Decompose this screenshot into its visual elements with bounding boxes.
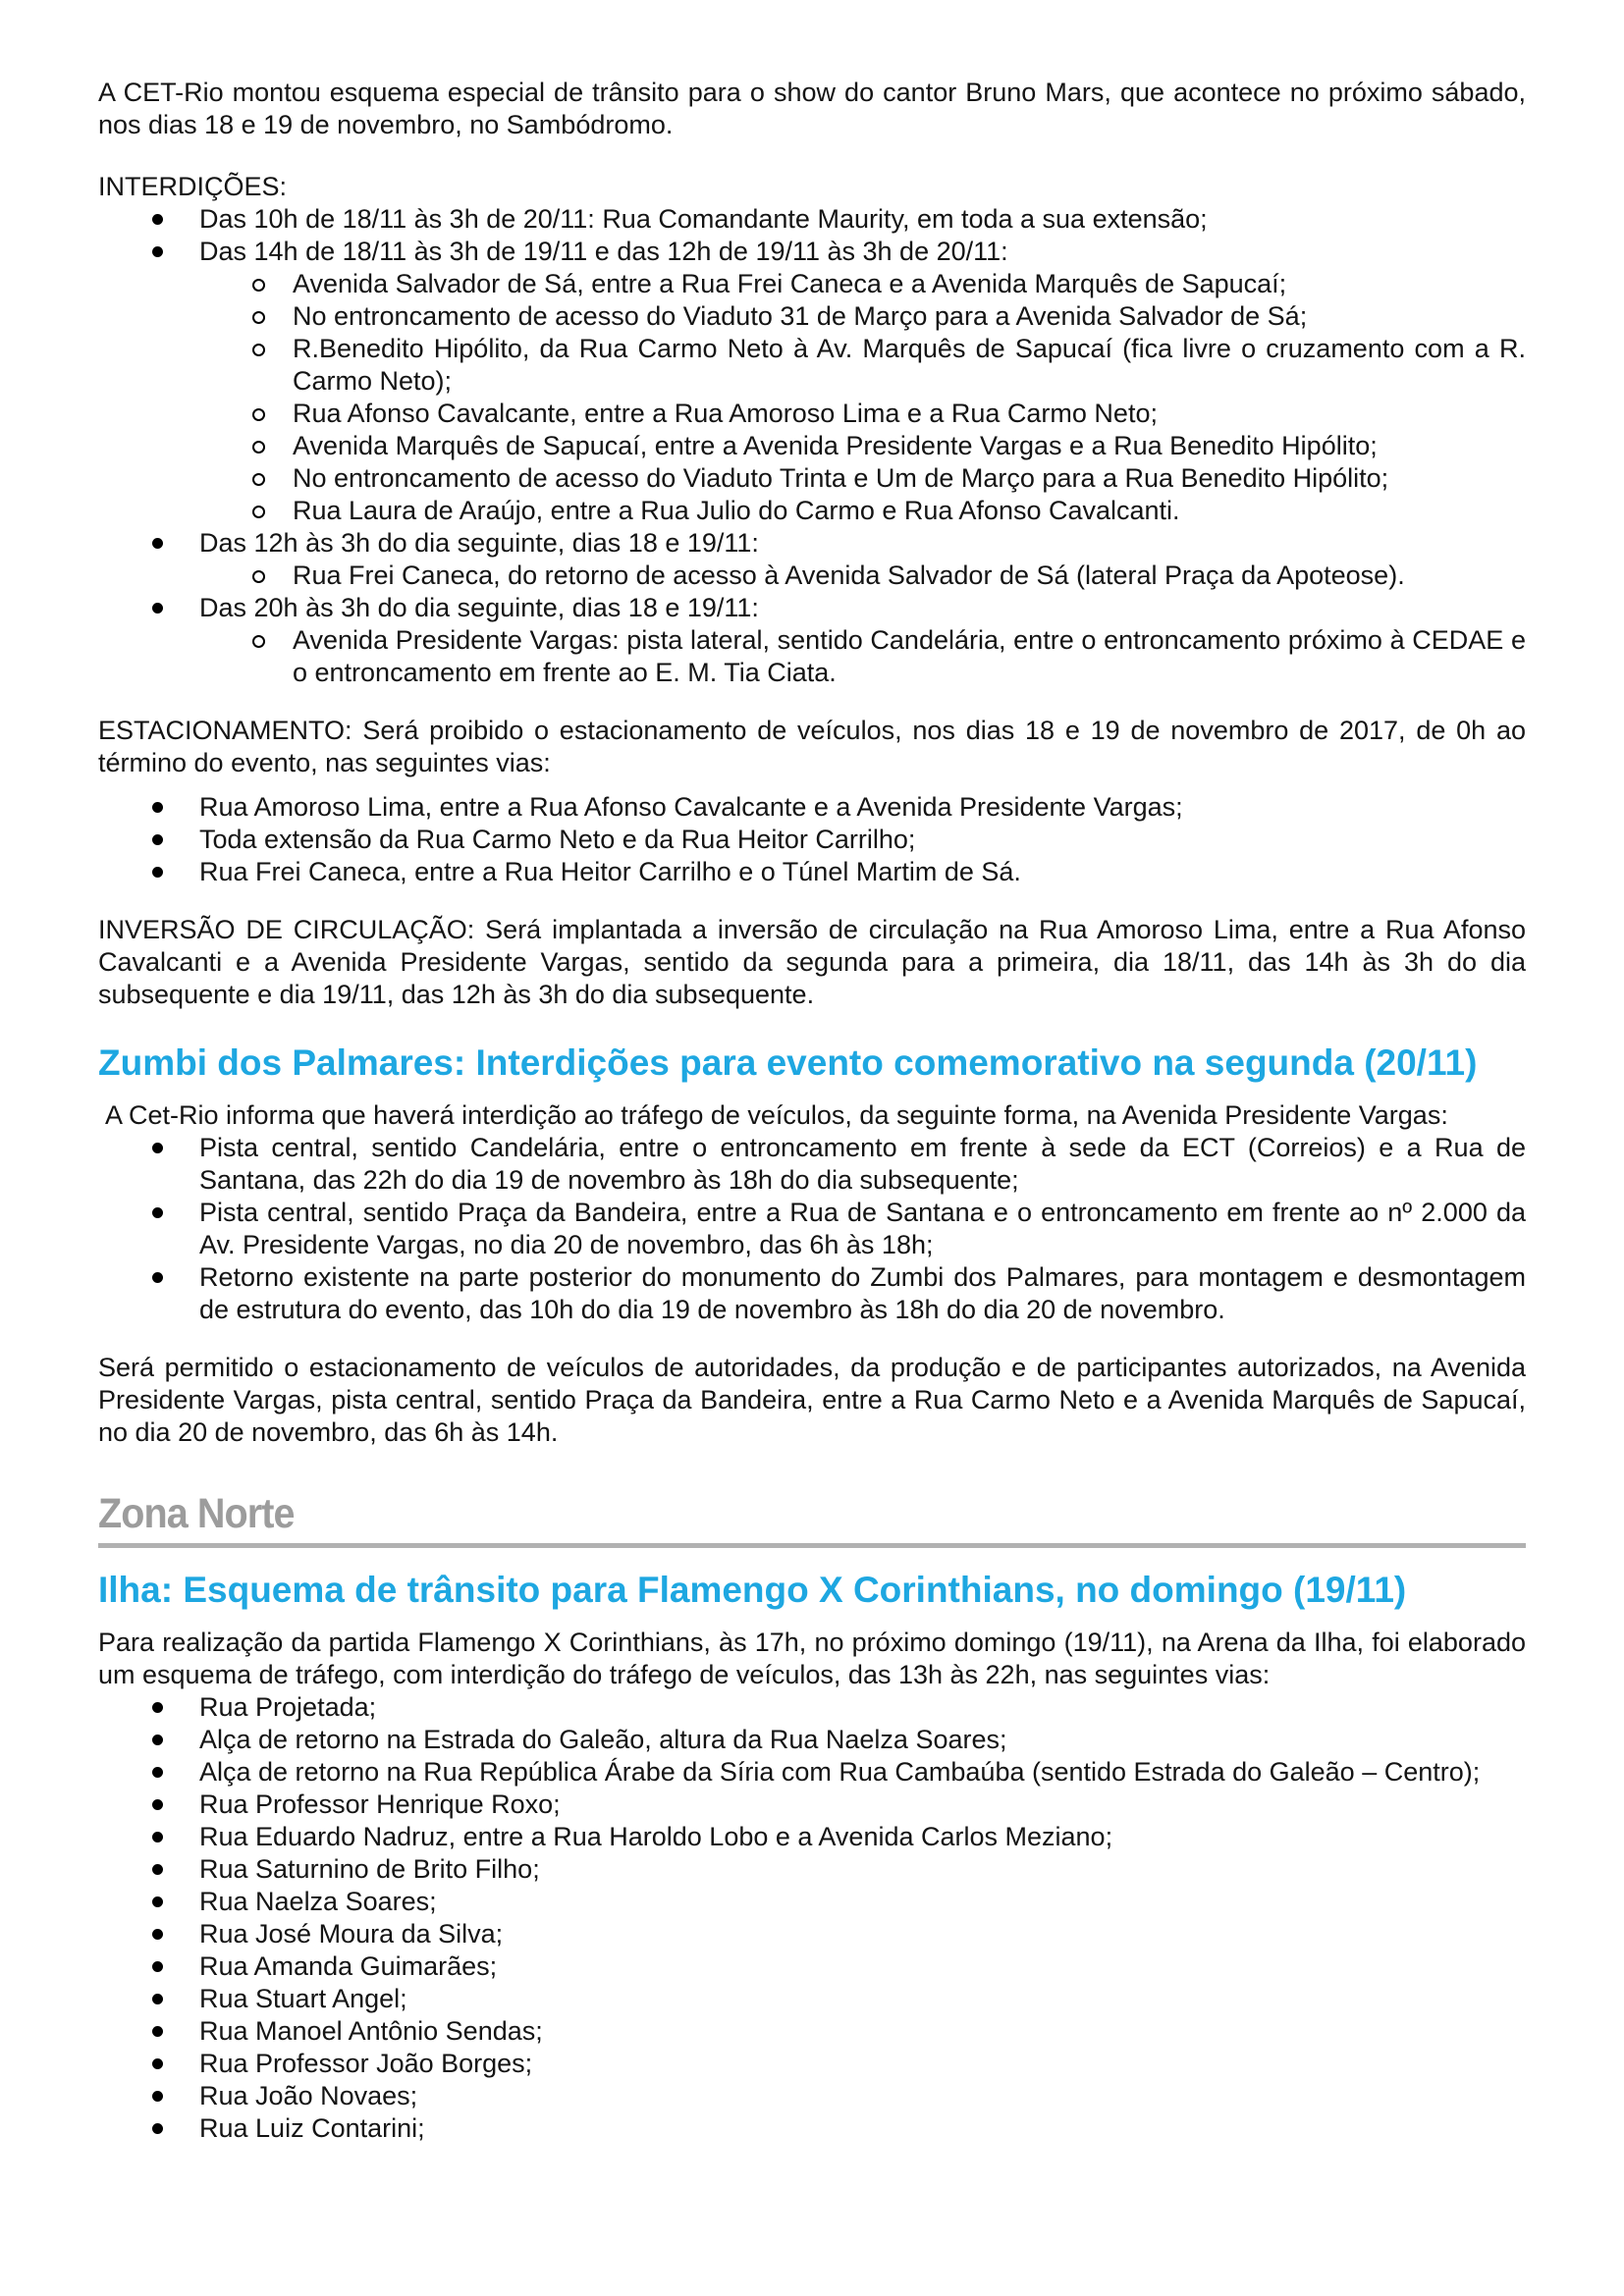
inversao-paragraph: INVERSÃO DE CIRCULAÇÃO: Será implantada a inversão de circulação na Rua Amoroso Lima, entre a Rua Afonso Cavalcanti e a Avenida Presidente Vargas, sentido da segunda para a primeira, dia 18/11, das 14h às 3h do dia subsequente e dia 19/11, das 12h às 3h do dia subsequente. [98, 915, 1526, 1009]
list-item [98, 592, 1526, 624]
interdicoes-list [98, 203, 1526, 689]
list-item-text: Rua João Novaes; [199, 2081, 418, 2110]
list-item-text: Rua Professor João Borges; [199, 2049, 533, 2078]
list-item-text: Rua Amanda Guimarães; [199, 1951, 498, 1981]
list-item [98, 1756, 1526, 1789]
circle-bullet-icon [252, 408, 265, 421]
bullet-icon [152, 2026, 163, 2037]
list-item [98, 1691, 1526, 1724]
list-item [98, 1950, 1526, 1983]
list-item [98, 236, 1526, 268]
circle-bullet-icon [252, 570, 265, 583]
list-item-text: Rua Amoroso Lima, entre a Rua Afonso Cavalcante e a Avenida Presidente Vargas; [199, 792, 1183, 822]
list-item-text: Rua Professor Henrique Roxo; [199, 1789, 561, 1819]
bullet-icon [152, 1929, 163, 1940]
bullet-icon [152, 1767, 163, 1778]
list-item-text: Rua Manoel Antônio Sendas; [199, 2016, 543, 2046]
list-item [98, 1789, 1526, 1821]
list-item [98, 1197, 1526, 1261]
zumbi-section-heading: Zumbi dos Palmares: Interdições para evento comemorativo na segunda (20/11) [98, 1042, 1478, 1083]
list-item-text: Rua José Moura da Silva; [199, 1919, 504, 1949]
sub-list-item [98, 430, 1526, 462]
list-item [98, 856, 1526, 888]
intro-paragraph: A CET-Rio montou esquema especial de trânsito para o show do cantor Bruno Mars, que acontece no próximo sábado, nos dias 18 e 19 de novembro, no Sambódromo. [98, 78, 1526, 139]
bullet-icon [152, 1799, 163, 1810]
list-item [98, 1261, 1526, 1326]
list-item [98, 203, 1526, 236]
zona-norte-heading [98, 1490, 1526, 1548]
list-item-text: Rua Naelza Soares; [199, 1887, 437, 1916]
list-item-text: Toda extensão da Rua Carmo Neto e da Rua Heitor Carrilho; [199, 825, 916, 854]
list-item [98, 1983, 1526, 2015]
bullet-icon [152, 603, 163, 614]
bullet-icon [152, 2058, 163, 2069]
permitido-paragraph: Será permitido o estacionamento de veículos de autoridades, da produção e de participantes autorizados, na Avenida Presidente Vargas, pista central, sentido Praça da Bandeira, entre a Rua Carmo Neto e a Avenida Marquês de Sapucaí, no dia 20 de novembro, das 6h às 14h. [98, 1353, 1526, 1447]
ilha-section-heading: Ilha: Esquema de trânsito para Flamengo X Corinthians, no domingo (19/11) [98, 1570, 1407, 1610]
list-item [98, 1853, 1526, 1886]
list-item-text: Alça de retorno na Estrada do Galeão, altura da Rua Naelza Soares; [199, 1725, 1007, 1754]
bullet-icon [152, 1735, 163, 1745]
circle-bullet-icon [252, 311, 265, 324]
bullet-icon [152, 1702, 163, 1713]
bullet-icon [152, 1272, 163, 1283]
sub-list-item [98, 462, 1526, 495]
list-item-text: No entroncamento de acesso do Viaduto 31 de Março para a Avenida Salvador de Sá; [293, 301, 1308, 331]
list-item [98, 527, 1526, 560]
list-item-text: Rua Laura de Araújo, entre a Rua Julio do Carmo e Rua Afonso Cavalcanti. [293, 496, 1180, 525]
list-item [98, 2048, 1526, 2080]
list-item-text: Rua Afonso Cavalcante, entre a Rua Amoroso Lima e a Rua Carmo Neto; [293, 399, 1158, 428]
list-item [98, 824, 1526, 856]
list-item [98, 2080, 1526, 2112]
list-item-text: No entroncamento de acesso do Viaduto Trinta e Um de Março para a Rua Benedito Hipólito; [293, 463, 1389, 493]
list-item-text: Rua Frei Caneca, entre a Rua Heitor Carrilho e o Túnel Martim de Sá. [199, 857, 1021, 886]
sub-list-item [98, 300, 1526, 333]
circle-bullet-icon [252, 279, 265, 292]
bullet-icon [152, 1832, 163, 1842]
sub-list-item [98, 333, 1526, 398]
bullet-icon [152, 214, 163, 225]
bullet-icon [152, 1143, 163, 1153]
zona-norte-heading-text: Zona Norte [98, 1490, 295, 1537]
circle-bullet-icon [252, 344, 265, 356]
list-item-text: Das 12h às 3h do dia seguinte, dias 18 e 19/11: [199, 528, 759, 558]
list-item-text: Retorno existente na parte posterior do monumento do Zumbi dos Palmares, para montagem e desmontagem de estrutura do evento, das 10h do dia 19 de novembro às 18h do dia 20 de novembro. [199, 1262, 1526, 1324]
sub-list-item [98, 398, 1526, 430]
ilha-list [98, 1691, 1526, 2145]
list-item-text: R.Benedito Hipólito, da Rua Carmo Neto à Av. Marquês de Sapucaí (fica livre o cruzamento com a R. Carmo Neto); [293, 334, 1526, 396]
list-item [98, 1724, 1526, 1756]
circle-bullet-icon [252, 506, 265, 518]
circle-bullet-icon [252, 635, 265, 648]
bullet-icon [152, 867, 163, 878]
ilha-intro-paragraph: Para realização da partida Flamengo X Corinthians, às 17h, no próximo domingo (19/11), na Arena da Ilha, foi elaborado um esquema de tráfego, com interdição do tráfego de veículos, das 13h às 22h, nas seguintes vias: [98, 1628, 1526, 1689]
bullet-icon [152, 2123, 163, 2134]
sub-list-item [98, 268, 1526, 300]
list-item [98, 1918, 1526, 1950]
list-item-text: Pista central, sentido Praça da Bandeira, entre a Rua de Santana e o entroncamento em frente ao nº 2.000 da Av. Presidente Vargas, no dia 20 de novembro, das 6h às 18h; [199, 1198, 1526, 1259]
list-item-text: Das 10h de 18/11 às 3h de 20/11: Rua Comandante Maurity, em toda a sua extensão; [199, 204, 1208, 234]
list-item-text: Rua Luiz Contarini; [199, 2113, 425, 2143]
estacionamento-paragraph: ESTACIONAMENTO: Será proibido o estacionamento de veículos, nos dias 18 e 19 de novembro de 2017, de 0h ao término do evento, nas seguintes vias: [98, 716, 1526, 777]
zumbi-list [98, 1132, 1526, 1326]
bullet-icon [152, 2091, 163, 2102]
interdicoes-heading: INTERDIÇÕES: [98, 172, 288, 201]
list-item-text: Rua Eduardo Nadruz, entre a Rua Haroldo Lobo e a Avenida Carlos Meziano; [199, 1822, 1113, 1851]
list-item-text: Avenida Salvador de Sá, entre a Rua Frei Caneca e a Avenida Marquês de Sapucaí; [293, 269, 1287, 298]
list-item [98, 1821, 1526, 1853]
bullet-icon [152, 246, 163, 257]
zumbi-intro-paragraph: A Cet-Rio informa que haverá interdição ao tráfego de veículos, da seguinte forma, na Avenida Presidente Vargas: [105, 1100, 1448, 1130]
bullet-icon [152, 1864, 163, 1875]
list-item [98, 1132, 1526, 1197]
bullet-icon [152, 1896, 163, 1907]
bullet-icon [152, 1207, 163, 1218]
list-item [98, 2112, 1526, 2145]
list-item [98, 791, 1526, 824]
list-item-text: Rua Stuart Angel; [199, 1984, 407, 2013]
estacionamento-list [98, 791, 1526, 888]
list-item-text: Alça de retorno na Rua República Árabe da Síria com Rua Cambaúba (sentido Estrada do Galeão – Centro); [199, 1757, 1481, 1787]
sub-list-item [98, 560, 1526, 592]
bullet-icon [152, 538, 163, 549]
list-item-text: Avenida Presidente Vargas: pista lateral, sentido Candelária, entre o entroncamento próximo à CEDAE e o entroncamento em frente ao E. M. Tia Ciata. [293, 625, 1526, 687]
list-item [98, 1886, 1526, 1918]
list-item-text: Das 14h de 18/11 às 3h de 19/11 e das 12h de 19/11 às 3h de 20/11: [199, 237, 1008, 266]
list-item-text: Das 20h às 3h do dia seguinte, dias 18 e 19/11: [199, 593, 759, 622]
sub-list-item [98, 495, 1526, 527]
bullet-icon [152, 802, 163, 813]
list-item [98, 2015, 1526, 2048]
circle-bullet-icon [252, 473, 265, 486]
bullet-icon [152, 834, 163, 845]
bullet-icon [152, 1961, 163, 1972]
sub-list-item [98, 624, 1526, 689]
list-item-text: Rua Projetada; [199, 1692, 377, 1722]
list-item-text: Avenida Marquês de Sapucaí, entre a Avenida Presidente Vargas e a Rua Benedito Hipólito; [293, 431, 1378, 460]
list-item-text: Rua Frei Caneca, do retorno de acesso à Avenida Salvador de Sá (lateral Praça da Apoteose). [293, 561, 1405, 590]
bullet-icon [152, 1994, 163, 2004]
list-item-text: Rua Saturnino de Brito Filho; [199, 1854, 540, 1884]
list-item-text: Pista central, sentido Candelária, entre o entroncamento em frente à sede da ECT (Correios) e a Rua de Santana, das 22h do dia 19 de novembro às 18h do dia subsequente; [199, 1133, 1526, 1195]
circle-bullet-icon [252, 441, 265, 454]
